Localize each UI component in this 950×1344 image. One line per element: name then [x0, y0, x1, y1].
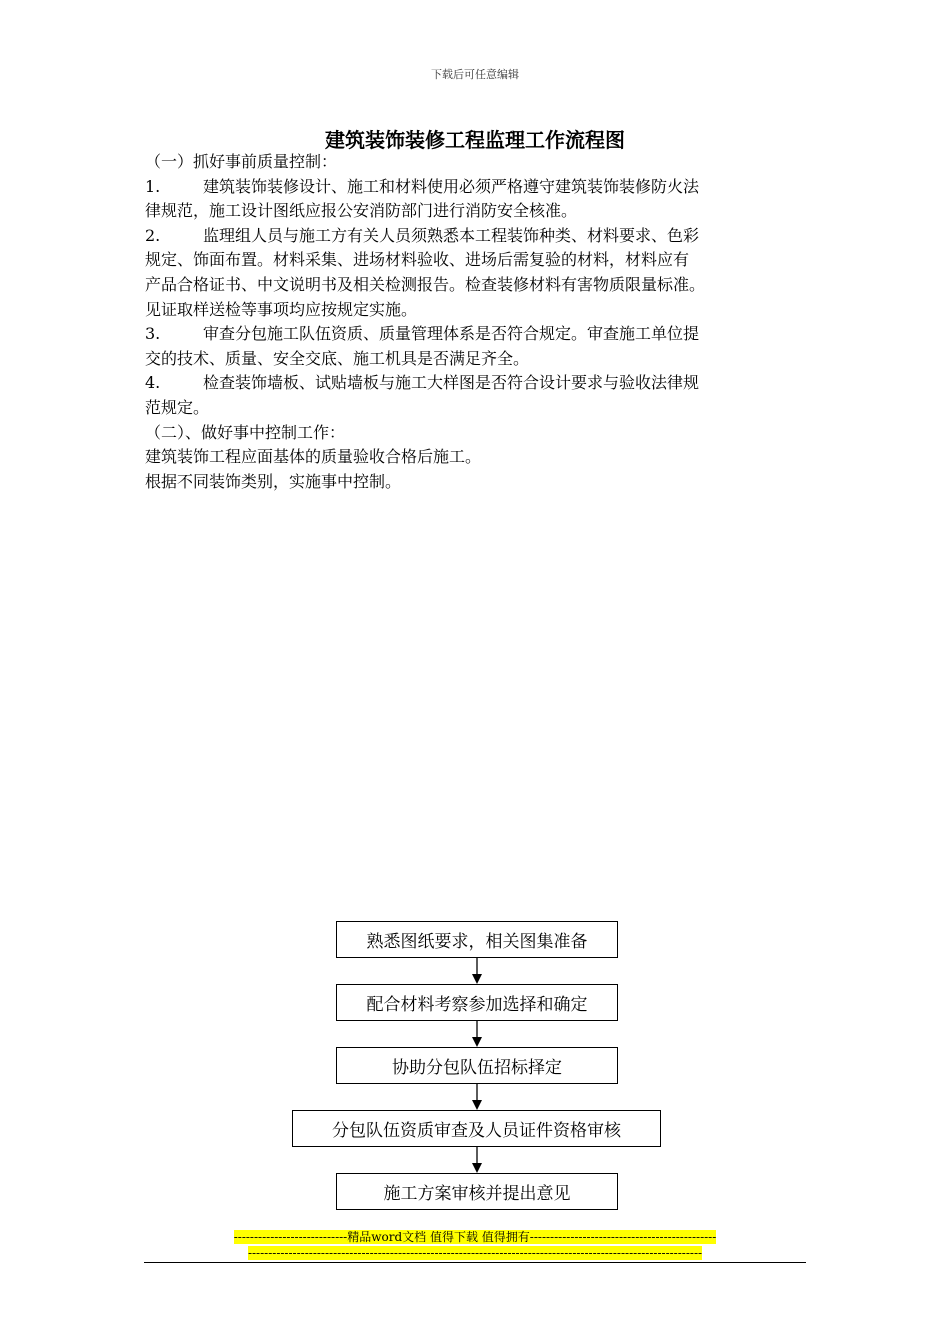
flow-step-1: 熟悉图纸要求，相关图集准备 [336, 921, 618, 958]
flow-step-5: 施工方案审核并提出意见 [336, 1173, 618, 1210]
footer-dash-line [0, 1245, 950, 1261]
text-line: 律规范，施工设计图纸应报公安消防部门进行消防安全核准。 [145, 201, 578, 221]
document-title: 建筑装饰装修工程监理工作流程图 [325, 128, 625, 152]
footer-banner [0, 1229, 950, 1245]
flow-arrow-icon [471, 1147, 483, 1173]
text-line: （二）、做好事中控制工作： [145, 422, 346, 442]
flow-step-4: 分包队伍资质审查及人员证件资格审核 [292, 1110, 661, 1147]
flow-arrow-icon [471, 958, 483, 984]
text-line: 1. 建筑装饰装修设计、施工和材料使用必须严格遵守建筑装饰装修防火法 [145, 176, 700, 196]
text-line: 根据不同装饰类别，实施事中控制。 [145, 471, 402, 491]
header-note: 下载后可任意编辑 [431, 68, 519, 81]
body-text [145, 150, 810, 494]
footer-dash-text: ---------------------------------------------------------------------------------------------------------------- [247, 1246, 703, 1260]
footer-rule [144, 1262, 806, 1263]
text-line: 2. 监理组人员与施工方有关人员须熟悉本工程装饰种类、材料要求、色彩 [145, 225, 700, 245]
text-line: （一）抓好事前质量控制： [145, 152, 338, 171]
text-line: 4. 检查装饰墙板、试贴墙板与施工大样图是否符合设计要求与验收法律规 [145, 373, 700, 393]
text-line: 3. 审查分包施工队伍资质、质量管理体系是否符合规定。审查施工单位提 [145, 324, 700, 344]
flow-step-3: 协助分包队伍招标择定 [336, 1047, 618, 1084]
flow-step-2: 配合材料考察参加选择和确定 [336, 984, 618, 1021]
text-line: 建筑装饰工程应面基体的质量验收合格后施工。 [145, 447, 482, 467]
text-line: 规定、饰面布置。材料采集、进场材料验收、进场后需复验的材料，材料应有 [145, 250, 690, 270]
text-line: 产品合格证书、中文说明书及相关检测报告。检查装修材料有害物质限量标准。 [145, 274, 706, 294]
text-line: 见证取样送检等事项均应按规定实施。 [145, 299, 418, 319]
footer-banner-text: ----------------------------精品word文档 值得下载 值得拥有---------------------------------------------- [233, 1230, 717, 1244]
text-line: 交的技术、质量、安全交底、施工机具是否满足齐全。 [145, 348, 530, 368]
text-line: 范规定。 [145, 397, 210, 417]
flow-arrow-icon [471, 1021, 483, 1047]
flow-arrow-icon [471, 1084, 483, 1110]
